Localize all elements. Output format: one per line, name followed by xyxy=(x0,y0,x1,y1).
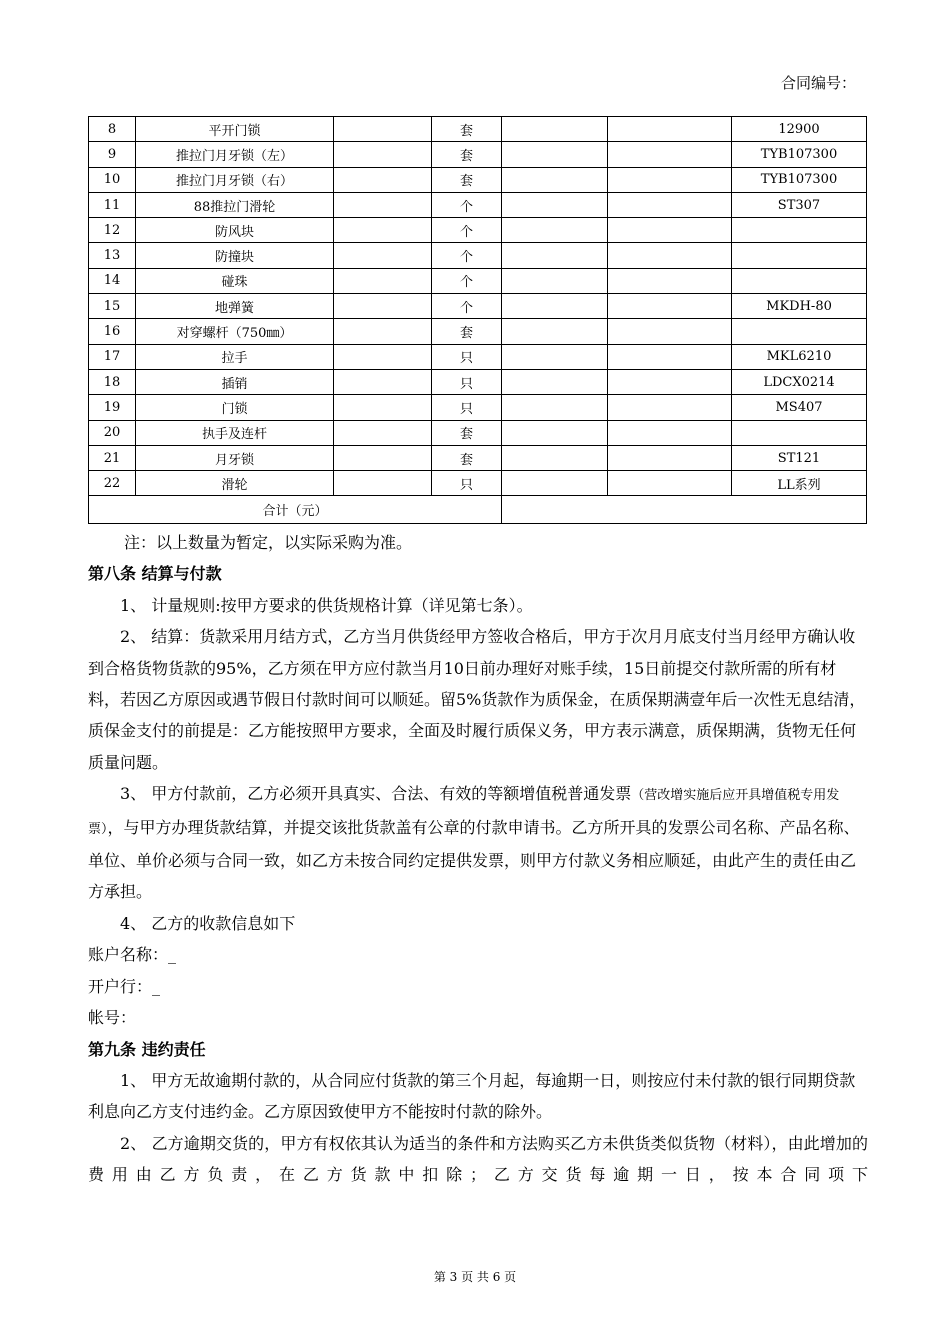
table-cell xyxy=(334,294,432,319)
table-cell: 8 xyxy=(89,117,136,142)
table-cell xyxy=(334,344,432,369)
table-cell xyxy=(334,167,432,192)
table-cell xyxy=(608,420,732,445)
table-cell: 17 xyxy=(89,344,136,369)
table-cell: 21 xyxy=(89,445,136,470)
table-cell xyxy=(608,192,732,217)
table-cell xyxy=(334,445,432,470)
table-row xyxy=(89,471,867,496)
table-cell xyxy=(334,117,432,142)
account-name-field: 账户名称：_ xyxy=(88,945,177,965)
table-cell: 20 xyxy=(89,420,136,445)
table-cell: 插销 xyxy=(136,369,334,394)
table-cell: 个 xyxy=(432,218,502,243)
table-cell: 12 xyxy=(89,218,136,243)
total-label: 合计（元） xyxy=(89,496,502,524)
account-number-field: 帐号： xyxy=(88,1008,137,1028)
materials-table xyxy=(88,116,867,524)
table-row xyxy=(89,167,867,192)
article-9-title: 第九条 违约责任 xyxy=(88,1039,206,1059)
total-value xyxy=(502,496,867,524)
table-cell xyxy=(502,218,608,243)
table-row xyxy=(89,218,867,243)
bank-field: 开户行：_ xyxy=(88,976,161,996)
table-cell: 11 xyxy=(89,192,136,217)
table-cell: 推拉门月牙锁（左） xyxy=(136,142,334,167)
table-row xyxy=(89,243,867,268)
table-cell: 只 xyxy=(432,395,502,420)
article-8-clause-3 xyxy=(88,778,868,908)
table-cell xyxy=(502,471,608,496)
table-cell xyxy=(502,369,608,394)
table-cell xyxy=(334,142,432,167)
table-cell: 只 xyxy=(432,471,502,496)
total-row xyxy=(89,496,867,524)
contract-body xyxy=(88,527,868,1191)
contract-number-label: 合同编号： xyxy=(780,74,856,92)
table-cell: LL系列 xyxy=(732,471,867,496)
article-8-clause-1: 1、 计量规则:按甲方要求的供货规格计算（详见第七条）。 xyxy=(120,595,533,615)
page-footer: 第 3 页 共 6 页 xyxy=(433,1270,517,1284)
table-cell xyxy=(502,420,608,445)
table-cell xyxy=(732,243,867,268)
table-cell: 套 xyxy=(432,319,502,344)
table-cell xyxy=(608,344,732,369)
table-row xyxy=(89,142,867,167)
table-cell: 月牙锁 xyxy=(136,445,334,470)
table-cell xyxy=(608,167,732,192)
table-cell xyxy=(732,218,867,243)
table-cell: 平开门锁 xyxy=(136,117,334,142)
table-cell: 个 xyxy=(432,192,502,217)
table-cell: 门锁 xyxy=(136,395,334,420)
table-cell: 只 xyxy=(432,344,502,369)
table-cell: 推拉门月牙锁（右） xyxy=(136,167,334,192)
table-row xyxy=(89,445,867,470)
table-cell: 执手及连杆 xyxy=(136,420,334,445)
table-cell xyxy=(608,319,732,344)
table-cell: 9 xyxy=(89,142,136,167)
table-cell: TYB107300 xyxy=(732,142,867,167)
article-8-clause-4: 4、 乙方的收款信息如下 xyxy=(120,913,296,933)
table-cell: 地弹簧 xyxy=(136,294,334,319)
clause-3-part-a: 3、 甲方付款前，乙方必须开具真实、合法、有效的等额增值税普通发票 xyxy=(120,784,632,804)
table-cell: 碰珠 xyxy=(136,268,334,293)
quantity-note: 注：以上数量为暂定，以实际采购为准。 xyxy=(124,533,413,552)
table-cell xyxy=(502,142,608,167)
table-cell: 12900 xyxy=(732,117,867,142)
table-cell: 13 xyxy=(89,243,136,268)
table-cell: 只 xyxy=(432,369,502,394)
table-cell xyxy=(502,243,608,268)
table-row xyxy=(89,344,867,369)
table-cell: 19 xyxy=(89,395,136,420)
table-cell: 对穿螺杆（750㎜） xyxy=(136,319,334,344)
table-cell xyxy=(502,319,608,344)
table-cell: 88推拉门滑轮 xyxy=(136,192,334,217)
table-cell xyxy=(502,268,608,293)
table-cell xyxy=(608,369,732,394)
table-cell xyxy=(334,218,432,243)
article-8-title: 第八条 结算与付款 xyxy=(88,564,222,584)
table-cell: LDCX0214 xyxy=(732,369,867,394)
table-row xyxy=(89,294,867,319)
table-cell: MS407 xyxy=(732,395,867,420)
table-cell: 防风块 xyxy=(136,218,334,243)
table-cell xyxy=(502,344,608,369)
table-cell xyxy=(334,192,432,217)
table-row xyxy=(89,369,867,394)
article-9-clause-2: 2、 乙方逾期交货的，甲方有权依其认为适当的条件和方法购买乙方未供货类似货物（材料），由此增加的费用由乙方负责，在乙方货款中扣除；乙方交货每逾期一日，按本合同项下 xyxy=(88,1133,868,1185)
table-row xyxy=(89,319,867,344)
table-cell: ST121 xyxy=(732,445,867,470)
table-cell: 个 xyxy=(432,294,502,319)
table-cell: ST307 xyxy=(732,192,867,217)
article-9-clause-1: 1、 甲方无故逾期付款的，从合同应付货款的第三个月起，每逾期一日，则按应付未付款的银行同期贷款利息向乙方支付违约金。乙方原因致使甲方不能按时付款的除外。 xyxy=(88,1070,856,1122)
article-8-clause-2: 2、 结算：货款采用月结方式，乙方当月供货经甲方签收合格后，甲方于次月月底支付当月经甲方确认收到合格货物货款的95%，乙方须在甲方应付款当月10日前办理好对账手续，15日前提交付款所需的所有材料，若因乙方原因或遇节假日付款时间可以顺延。留5%货款作为质保金，在质保期满壹年后一次性无息结清，质保金支付的前提是：乙方能按照甲方要求，全面及时履行质保义务，甲方表示满意，质保期满，货物无任何质量问题。 xyxy=(88,627,866,772)
table-row xyxy=(89,192,867,217)
table-cell xyxy=(732,420,867,445)
table-cell: 16 xyxy=(89,319,136,344)
table-cell xyxy=(502,445,608,470)
clause-3-part-c: ，与甲方办理货款结算，并提交该批货款盖有公章的付款申请书。乙方所开具的发票公司名称、产品名称、单位、单价必须与合同一致，如乙方未按合同约定提供发票，则甲方付款义务相应顺延，由此产生的责任由乙方承担。 xyxy=(88,817,860,902)
table-cell: 防撞块 xyxy=(136,243,334,268)
table-cell xyxy=(608,395,732,420)
table-cell xyxy=(608,243,732,268)
table-cell xyxy=(334,268,432,293)
table-cell xyxy=(608,445,732,470)
table-cell xyxy=(502,395,608,420)
table-cell: MKL6210 xyxy=(732,344,867,369)
table-cell: 套 xyxy=(432,117,502,142)
table-cell xyxy=(608,142,732,167)
table-cell xyxy=(608,471,732,496)
table-cell: 18 xyxy=(89,369,136,394)
table-cell xyxy=(334,369,432,394)
table-cell: 10 xyxy=(89,167,136,192)
table-cell: TYB107300 xyxy=(732,167,867,192)
table-cell: MKDH-80 xyxy=(732,294,867,319)
table-cell: 个 xyxy=(432,243,502,268)
table-cell xyxy=(732,268,867,293)
table-cell: 滑轮 xyxy=(136,471,334,496)
table-cell xyxy=(334,420,432,445)
table-cell xyxy=(502,117,608,142)
table-cell xyxy=(334,471,432,496)
table-cell xyxy=(502,167,608,192)
table-cell xyxy=(608,117,732,142)
table-cell: 拉手 xyxy=(136,344,334,369)
table-row xyxy=(89,395,867,420)
table-row xyxy=(89,420,867,445)
clause-3-part-b: （营改增实施后应开具增值税专用发票） xyxy=(88,788,840,837)
table-cell xyxy=(502,192,608,217)
table-row xyxy=(89,268,867,293)
table-cell: 套 xyxy=(432,420,502,445)
table-cell: 14 xyxy=(89,268,136,293)
table-cell: 15 xyxy=(89,294,136,319)
table-cell: 套 xyxy=(432,167,502,192)
table-cell: 套 xyxy=(432,142,502,167)
table-cell xyxy=(334,319,432,344)
table-cell xyxy=(608,294,732,319)
table-cell: 个 xyxy=(432,268,502,293)
table-cell xyxy=(334,243,432,268)
table-cell xyxy=(502,294,608,319)
table-cell: 套 xyxy=(432,445,502,470)
table-row xyxy=(89,117,867,142)
table-cell xyxy=(608,268,732,293)
table-cell xyxy=(608,218,732,243)
table-cell: 22 xyxy=(89,471,136,496)
table-cell xyxy=(334,395,432,420)
table-cell xyxy=(732,319,867,344)
